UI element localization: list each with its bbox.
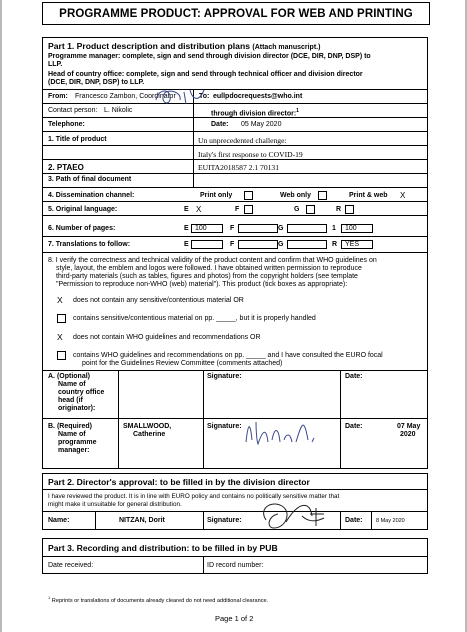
a-signature-label: Signature:: [207, 373, 242, 380]
pages-g-label: G: [278, 225, 284, 232]
pages-1-label: 1: [332, 225, 336, 232]
to-value: eullpdocrequests@who.int: [213, 93, 303, 100]
through-director-label: through division director:$^1$: [211, 108, 299, 118]
part1-title: Part 1. Product description and distribution plans (Attach manuscript.): [48, 41, 321, 51]
title-of-product-line2: Italy's first response to COVID-19: [198, 150, 303, 159]
opt4-label-line1: contains WHO guidelines and recommendations on pp. _____ and I have consulted the EURO focal: [73, 352, 383, 359]
print-only-label: Print only: [200, 192, 233, 199]
b-label-line1: B. (Required): [48, 423, 92, 430]
path-label: 3. Path of final document: [48, 176, 132, 183]
contact-person-value: L. Nikolic: [104, 107, 133, 114]
title-of-product-line1: Un unprecedented challenge:: [198, 136, 287, 145]
trans-f-label: F: [230, 241, 235, 248]
a-label-line2: Name of: [58, 381, 86, 388]
b-date-line2: 2020: [400, 431, 416, 438]
date-value: 05 May 2020: [241, 121, 282, 128]
manager-signature-scribble: [242, 412, 342, 452]
web-only-label: Web only: [280, 192, 311, 199]
certify-line3: third-party materials (such as tables, figures and photos) from the copyright holders (see template: [56, 273, 358, 280]
b-label-line2: Name of: [58, 431, 86, 438]
id-record-label: ID record number:: [207, 562, 264, 569]
lang-f-label: F: [235, 206, 240, 213]
part2-text-line2: might make it unsuitable for general distribution.: [48, 501, 182, 508]
b-name-line1: SMALLWOOD,: [123, 423, 172, 430]
director-name-value: NITZAN, Dorit: [119, 517, 165, 524]
ptaeo-label: 2. PTAEO: [48, 163, 84, 172]
pages-e-label: E: [184, 225, 189, 232]
to-label: To:: [199, 93, 210, 100]
pages-1-field[interactable]: 100: [341, 224, 373, 233]
pages-f-field[interactable]: [238, 224, 278, 233]
b-date-line1: 07 May: [397, 423, 421, 430]
opt2-label: contains sensitive/contentious material on pp. _____, but it is properly handled: [73, 315, 316, 322]
print-web-label: Print & web: [349, 192, 388, 199]
telephone-label: Telephone:: [48, 121, 85, 128]
pages-f-label: F: [230, 225, 235, 232]
a-date-label: Date:: [345, 373, 363, 380]
ptaeo-value: EUITA2018587 2.1 70131: [198, 163, 280, 172]
director-name-label: Name:: [48, 517, 70, 524]
opt4-checkbox[interactable]: [57, 351, 66, 360]
opt2-checkbox[interactable]: [57, 314, 66, 323]
lang-g-label: G: [294, 206, 300, 213]
director-date-label: Date:: [345, 517, 363, 524]
hoc-instruction-cont: (DCE, DIR, DNP, DSP) to LLP.: [48, 79, 145, 86]
from-value: Francesco Zambon, Coordinator: [75, 93, 176, 100]
date-label: Date:: [211, 121, 229, 128]
b-label-line3: programme: [58, 439, 97, 446]
part2-text-line1: I have reviewed the product. It is in line with EURO policy and contains no politically sensitive matter that: [48, 493, 340, 500]
director-signature-label: Signature:: [207, 517, 242, 524]
dissemination-label: 4. Dissemination channel:: [48, 192, 135, 199]
contact-person-label: Contact person:: [48, 107, 98, 114]
number-of-pages-label: 6. Number of pages:: [48, 225, 116, 232]
page-number: Page 1 of 2: [215, 614, 254, 623]
original-language-label: 5. Original language:: [48, 206, 118, 213]
trans-e-label: E: [184, 241, 189, 248]
lang-e-label: E: [184, 206, 189, 213]
hoc-instruction: Head of country office: complete, sign and send through technical officer and division director: [48, 71, 363, 78]
certify-line2: style, layout, the emblem and logos were followed. I have obtained written permission to reproduce: [56, 265, 362, 272]
certify-line4: "Permission to reproduce non-WHO (web) material"). This product (tick boxes as appropriate):: [56, 281, 348, 288]
pages-e-field[interactable]: 100: [191, 224, 223, 233]
director-signature-scribble: [258, 498, 334, 532]
coordinator-signature-scribble: [152, 86, 212, 108]
lang-r-label: R: [336, 206, 342, 213]
title-of-product-label: 1. Title of product: [48, 136, 107, 143]
b-date-label: Date:: [345, 423, 363, 430]
b-signature-label: Signature:: [207, 423, 242, 430]
opt1-label: does not contain any sensitive/contentious material OR: [73, 297, 244, 304]
trans-g-field[interactable]: [287, 240, 327, 249]
lang-r-checkbox[interactable]: [345, 205, 354, 214]
pages-g-field[interactable]: [287, 224, 327, 233]
pm-instruction-cont: LLP.: [48, 61, 63, 68]
footnote: $^1$ Reprints or translations of documents already cleared do not need additional clearance.: [48, 595, 269, 604]
opt3-checkbox[interactable]: X: [57, 332, 63, 342]
opt4-label-line2: point for the Guidelines Review Committee (comments attached): [82, 360, 283, 367]
opt1-checkbox[interactable]: X: [57, 295, 63, 305]
a-label-line4: head (if: [58, 397, 83, 404]
trans-e-field[interactable]: [191, 240, 223, 249]
lang-e-checkbox[interactable]: X: [196, 205, 202, 214]
part1-section: [42, 37, 428, 469]
director-date-value: 8 May 2020: [376, 518, 405, 524]
print-only-checkbox[interactable]: [244, 191, 253, 200]
form-title: PROGRAMME PRODUCT: APPROVAL FOR WEB AND PRINTING: [42, 2, 430, 25]
certify-line1: 8. I verify the correctness and technical validity of the product content and confirm that WHO guidelines on: [48, 257, 377, 264]
b-name-line2: Catherine: [133, 431, 166, 438]
trans-f-field[interactable]: [238, 240, 278, 249]
trans-r-label: R: [332, 241, 338, 248]
a-label-line5: originator):: [58, 405, 96, 412]
pm-instruction: Programme manager: complete, sign and send through division director (DCE, DIR, DNP, DSP) to: [48, 53, 371, 60]
translations-label: 7. Translations to follow:: [48, 241, 131, 248]
trans-g-label: G: [278, 241, 284, 248]
lang-g-checkbox[interactable]: [306, 205, 315, 214]
part3-title: Part 3. Recording and distribution: to be filled in by PUB: [48, 543, 278, 553]
a-label-line1: A. (Optional): [48, 373, 90, 380]
trans-r-field[interactable]: YES: [341, 240, 373, 249]
part3-section: [42, 538, 428, 574]
part2-title: Part 2. Director's approval: to be filled in by the division director: [48, 477, 310, 487]
b-label-line4: manager:: [58, 447, 90, 454]
from-label: From:: [48, 93, 68, 100]
opt3-label: does not contain WHO guidelines and recommendations OR: [73, 334, 261, 341]
print-web-checkbox[interactable]: X: [400, 191, 406, 200]
a-label-line3: country office: [58, 389, 105, 396]
part2-section: [42, 473, 428, 530]
lang-f-checkbox[interactable]: [244, 205, 253, 214]
date-received-label: Date received:: [48, 562, 94, 569]
web-only-checkbox[interactable]: [318, 191, 327, 200]
